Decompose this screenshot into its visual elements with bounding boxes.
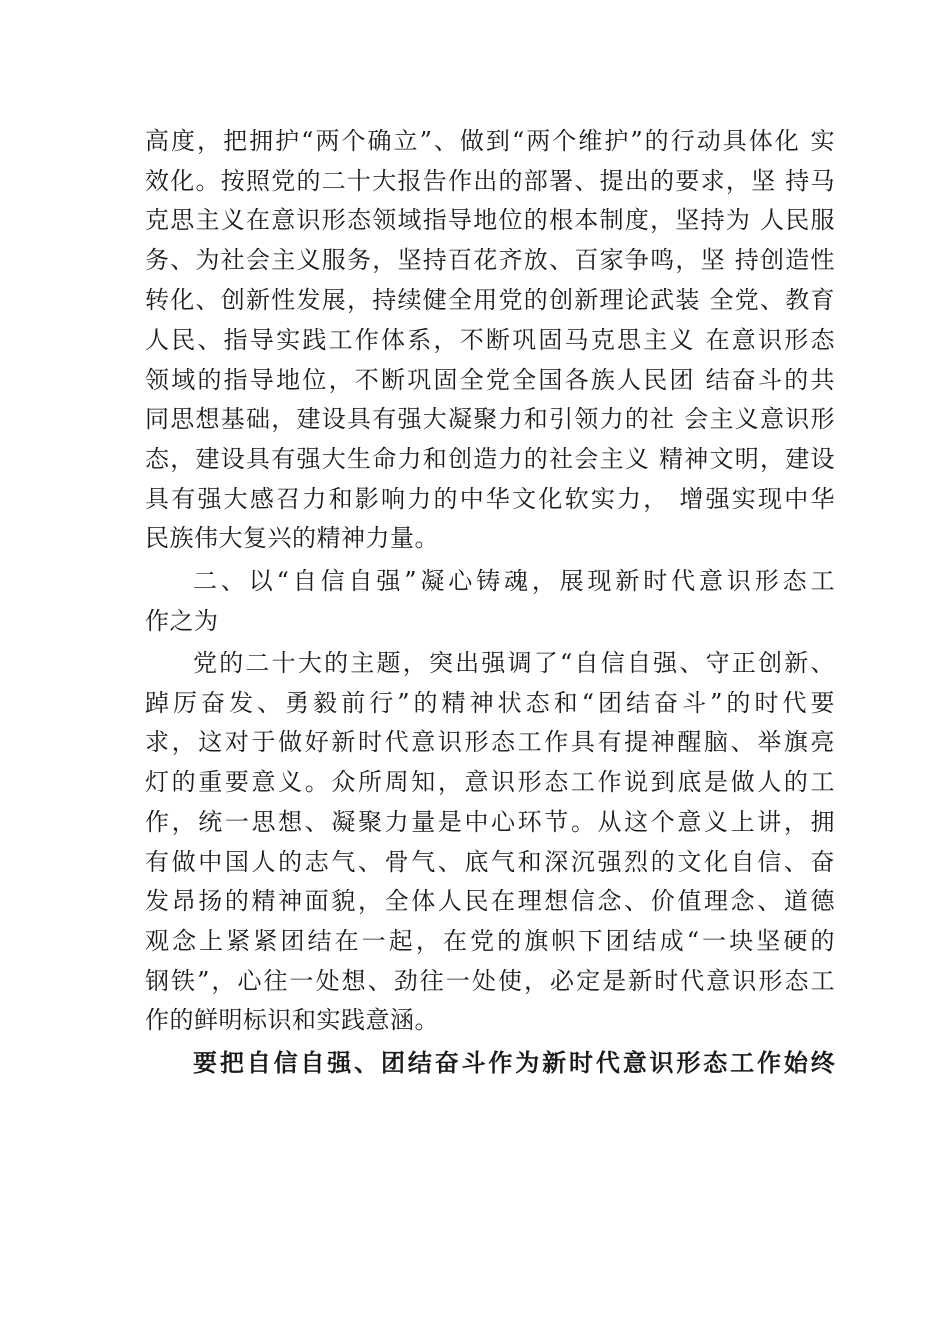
paragraph-2-line-1: 党的二十大的主题，突出强调了“自信自强、守正创新、 xyxy=(193,649,835,677)
section-heading-line-2: 作之为 xyxy=(145,607,219,635)
paragraph-2-line-5: 作，统一思想、凝聚力量是中心环节。从这个意义上讲，拥 xyxy=(145,808,835,836)
paragraph-1-line-1: 高度，把拥护“两个确立”、做到“两个维护”的行动具体化 实 xyxy=(145,127,835,155)
paragraph-1-line-6: 人民、指导实践工作体系，不断巩固马克思主义 在意识形态 xyxy=(145,326,835,354)
bold-paragraph-line-1: 要把自信自强、团结奋斗作为新时代意识形态工作始终 xyxy=(193,1049,835,1077)
paragraph-1-line-4: 务、为社会主义服务，坚持百花齐放、百家争鸣，坚 持创造性 xyxy=(145,246,835,274)
paragraph-2-line-8: 观念上紧紧团结在一起，在党的旗帜下团结成“一块坚硬的 xyxy=(145,927,835,955)
paragraph-2-line-6: 有做中国人的志气、骨气、底气和深沉强烈的文化自信、奋 xyxy=(145,848,835,876)
paragraph-1-line-9: 态，建设具有强大生命力和创造力的社会主义 精神文明，建设 xyxy=(145,445,835,473)
paragraph-2-line-4: 灯的重要意义。众所周知，意识形态工作说到底是做人的工 xyxy=(145,768,835,796)
paragraph-1-line-7: 领域的指导地位，不断巩固全党全国各族人民团 结奋斗的共 xyxy=(145,366,835,394)
section-heading-line-1: 二、以“自信自强”凝心铸魂，展现新时代意识形态工 xyxy=(193,567,835,595)
paragraph-1-line-8: 同思想基础，建设具有强大凝聚力和引领力的社 会主义意识形 xyxy=(145,405,835,433)
paragraph-2-line-3: 求，这对于做好新时代意识形态工作具有提神醒脑、举旗亮 xyxy=(145,728,835,756)
paragraph-1-line-2: 效化。按照党的二十大报告作出的部署、提出的要求，坚 持马 xyxy=(145,167,835,195)
paragraph-1-line-10: 具有强大感召力和影响力的中华文化软实力， 增强实现中华 xyxy=(145,485,835,513)
paragraph-2-line-7: 发昂扬的精神面貌，全体人民在理想信念、价值理念、道德 xyxy=(145,887,835,915)
paragraph-1-line-5: 转化、创新性发展，持续健全用党的创新理论武装 全党、教育 xyxy=(145,286,835,314)
paragraph-2-line-10: 作的鲜明标识和实践意涵。 xyxy=(145,1006,439,1034)
paragraph-2-line-9: 钢铁”，心往一处想、劲往一处使，必定是新时代意识形态工 xyxy=(145,967,835,995)
paragraph-1-line-11: 民族伟大复兴的精神力量。 xyxy=(145,524,439,552)
paragraph-1-line-3: 克思主义在意识形态领域指导地位的根本制度，坚持为 人民服 xyxy=(145,206,835,234)
paragraph-2-line-2: 踔厉奋发、勇毅前行”的精神状态和“团结奋斗”的时代要 xyxy=(145,689,835,717)
